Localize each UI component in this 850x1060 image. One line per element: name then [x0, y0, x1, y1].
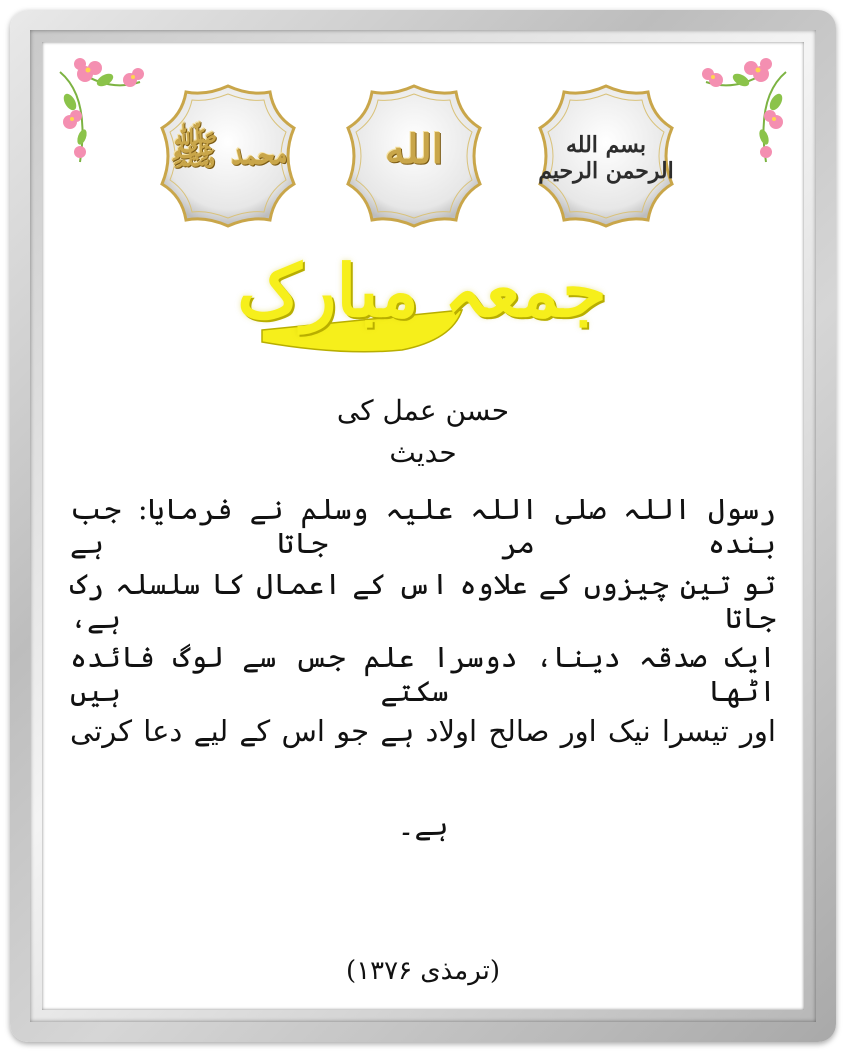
bismillah-medallion	[532, 82, 680, 230]
hadith-line-3: ایک صدقہ دینا، دوسرا علم جس سے لوگ فائدہ اٹھا سکتے ہیں	[70, 640, 776, 708]
muhammad-medallion	[154, 82, 302, 230]
muhammad-calligraphy-text: محمد ﷺ	[169, 127, 287, 174]
hadith-line-1: رسول اللہ صلی اللہ علیہ وسلم نے فرمایا: جب بندہ مر جاتا ہے	[70, 492, 776, 560]
hadith-heading-line-2: حدیث	[389, 436, 457, 469]
card-panel	[42, 42, 804, 1010]
bismillah-calligraphy-text: بسم الله الرحمن الرحیم	[538, 132, 674, 184]
allah-calligraphy-text: الله	[385, 126, 443, 173]
jumma-mubarak-title	[232, 230, 612, 360]
flower-corner-right-icon	[676, 52, 796, 172]
hadith-heading-line-1: حسن عمل کی	[336, 394, 510, 427]
hadith-line-5: ہے۔	[397, 808, 449, 842]
hadith-reference: (ترمذی ۱۳۷۶)	[346, 956, 500, 986]
title-text: جمعہ مبارک	[237, 248, 607, 333]
flower-corner-left-icon	[50, 52, 170, 172]
hadith-line-2: تو تین چیزوں کے علاوہ اس کے اعمال کا سلسلہ رک جاتا ہے،	[70, 567, 776, 635]
allah-medallion	[340, 82, 488, 230]
hadith-line-4: اور تیسرا نیک اور صالح اولاد ہے جو اس کے لیے دعا کرتی	[70, 714, 776, 748]
